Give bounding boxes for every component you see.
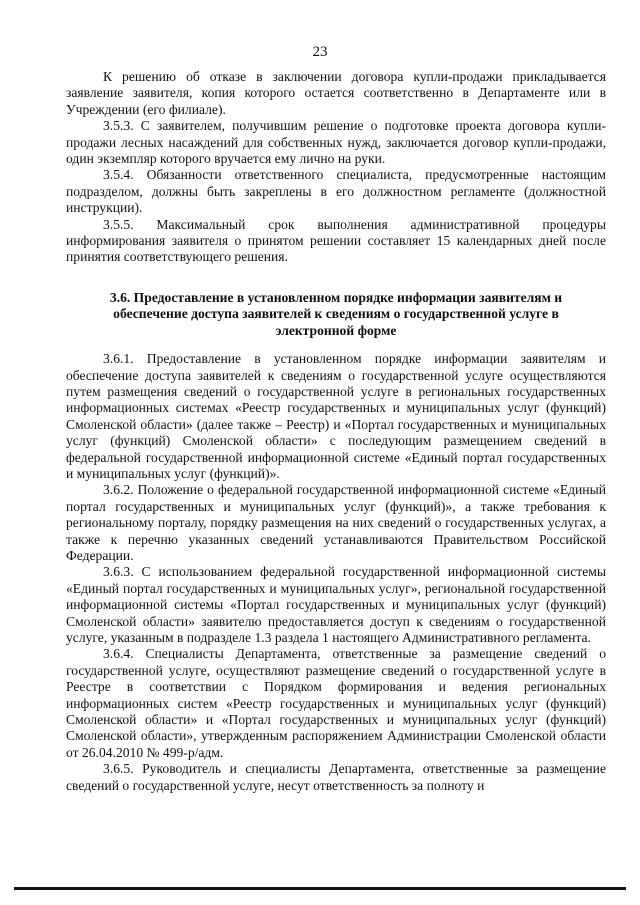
paragraph-3-6-2: 3.6.2. Положение о федеральной государственной информационной системе «Единый портал государственных и муниципальных услуг (функций)», а также требования к региональному порталу, порядку размещения на них сведений о государственных услугах, а также к перечню указанных сведений устанавливаются Правительством Российской Федерации.: [66, 482, 606, 563]
page-number: 23: [312, 44, 328, 60]
paragraph-3-5-3: 3.5.3. С заявителем, получившим решение о подготовке проекта договора купли-продажи лесных насаждений для собственных нужд, заключается договор купли-продажи, один экземпляр которого вручается ему лично на руки.: [66, 118, 606, 167]
paragraph-3-5-4: 3.5.4. Обязанности ответственного специалиста, предусмотренные настоящим подразделом, должны быть закреплены в его должностном регламенте (должностной инструкции).: [66, 167, 606, 216]
paragraph-3-6-4: 3.6.4. Специалисты Департамента, ответственные за размещение сведений о государственной услуге, осуществляют размещение сведений о государственной услуге в Реестре в соответствии с Порядком формирования и ведения региональных информационных систем «Реестр государственных и муниципальных услуг (функций) Смоленской области» и «Портал государственных и муниципальных услуг (функций) Смоленской области», утвержденным распоряжением Администрации Смоленской области от 26.04.2010 № 499-р/адм.: [66, 646, 606, 760]
paragraph-3-5-5: 3.5.5. Максимальный срок выполнения административной процедуры информирования заявителя о принятом решении составляет 15 календарных дней после принятия соответствующего решения.: [66, 216, 606, 265]
paragraph-3-6-1: 3.6.1. Предоставление в установленном порядке информации заявителям и обеспечение доступа заявителей к сведениям о государственной услуге осуществляются путем размещения сведений о государственной услуге в региональных государственных информационных системах «Реестр государственных и муниципальных услуг (функций) Смоленской области» (далее также – Реестр) и «Портал государственных и муниципальных услуг (функций) Смоленской области» с последующим размещением сведений в федеральной государственной информационной системе «Единый портал государственных и муниципальных услуг (функций)».: [66, 351, 606, 481]
paragraph-3-6-3: 3.6.3. С использованием федеральной государственной информационной системы «Единый портал государственных и муниципальных услуг», региональной государственной информационной системы «Портал государственных и муниципальных услуг (функций) Смоленской области» заявителю предоставляется доступ к сведениям о государственной услуге, указанным в подразделе 1.3 раздела 1 настоящего Административного регламента.: [66, 564, 606, 645]
section-heading-3-6: 3.6. Предоставление в установленном порядке информации заявителям и обеспечение доступа заявителей к сведениям о государственной услуге в электронной форме: [109, 289, 563, 338]
paragraph-attachment-refusal: К решению об отказе в заключении договора купли-продажи прикладывается заявление заявителя, копия которого остается соответственно в Департаменте или в Учреждении (его филиале).: [66, 69, 606, 117]
document-body: [66, 69, 606, 794]
paragraph-3-6-5: 3.6.5. Руководитель и специалисты Департамента, ответственные за размещение сведений о государственной услуге, несут ответственность за полноту и: [66, 761, 606, 793]
page-bottom-rule: [14, 887, 626, 890]
